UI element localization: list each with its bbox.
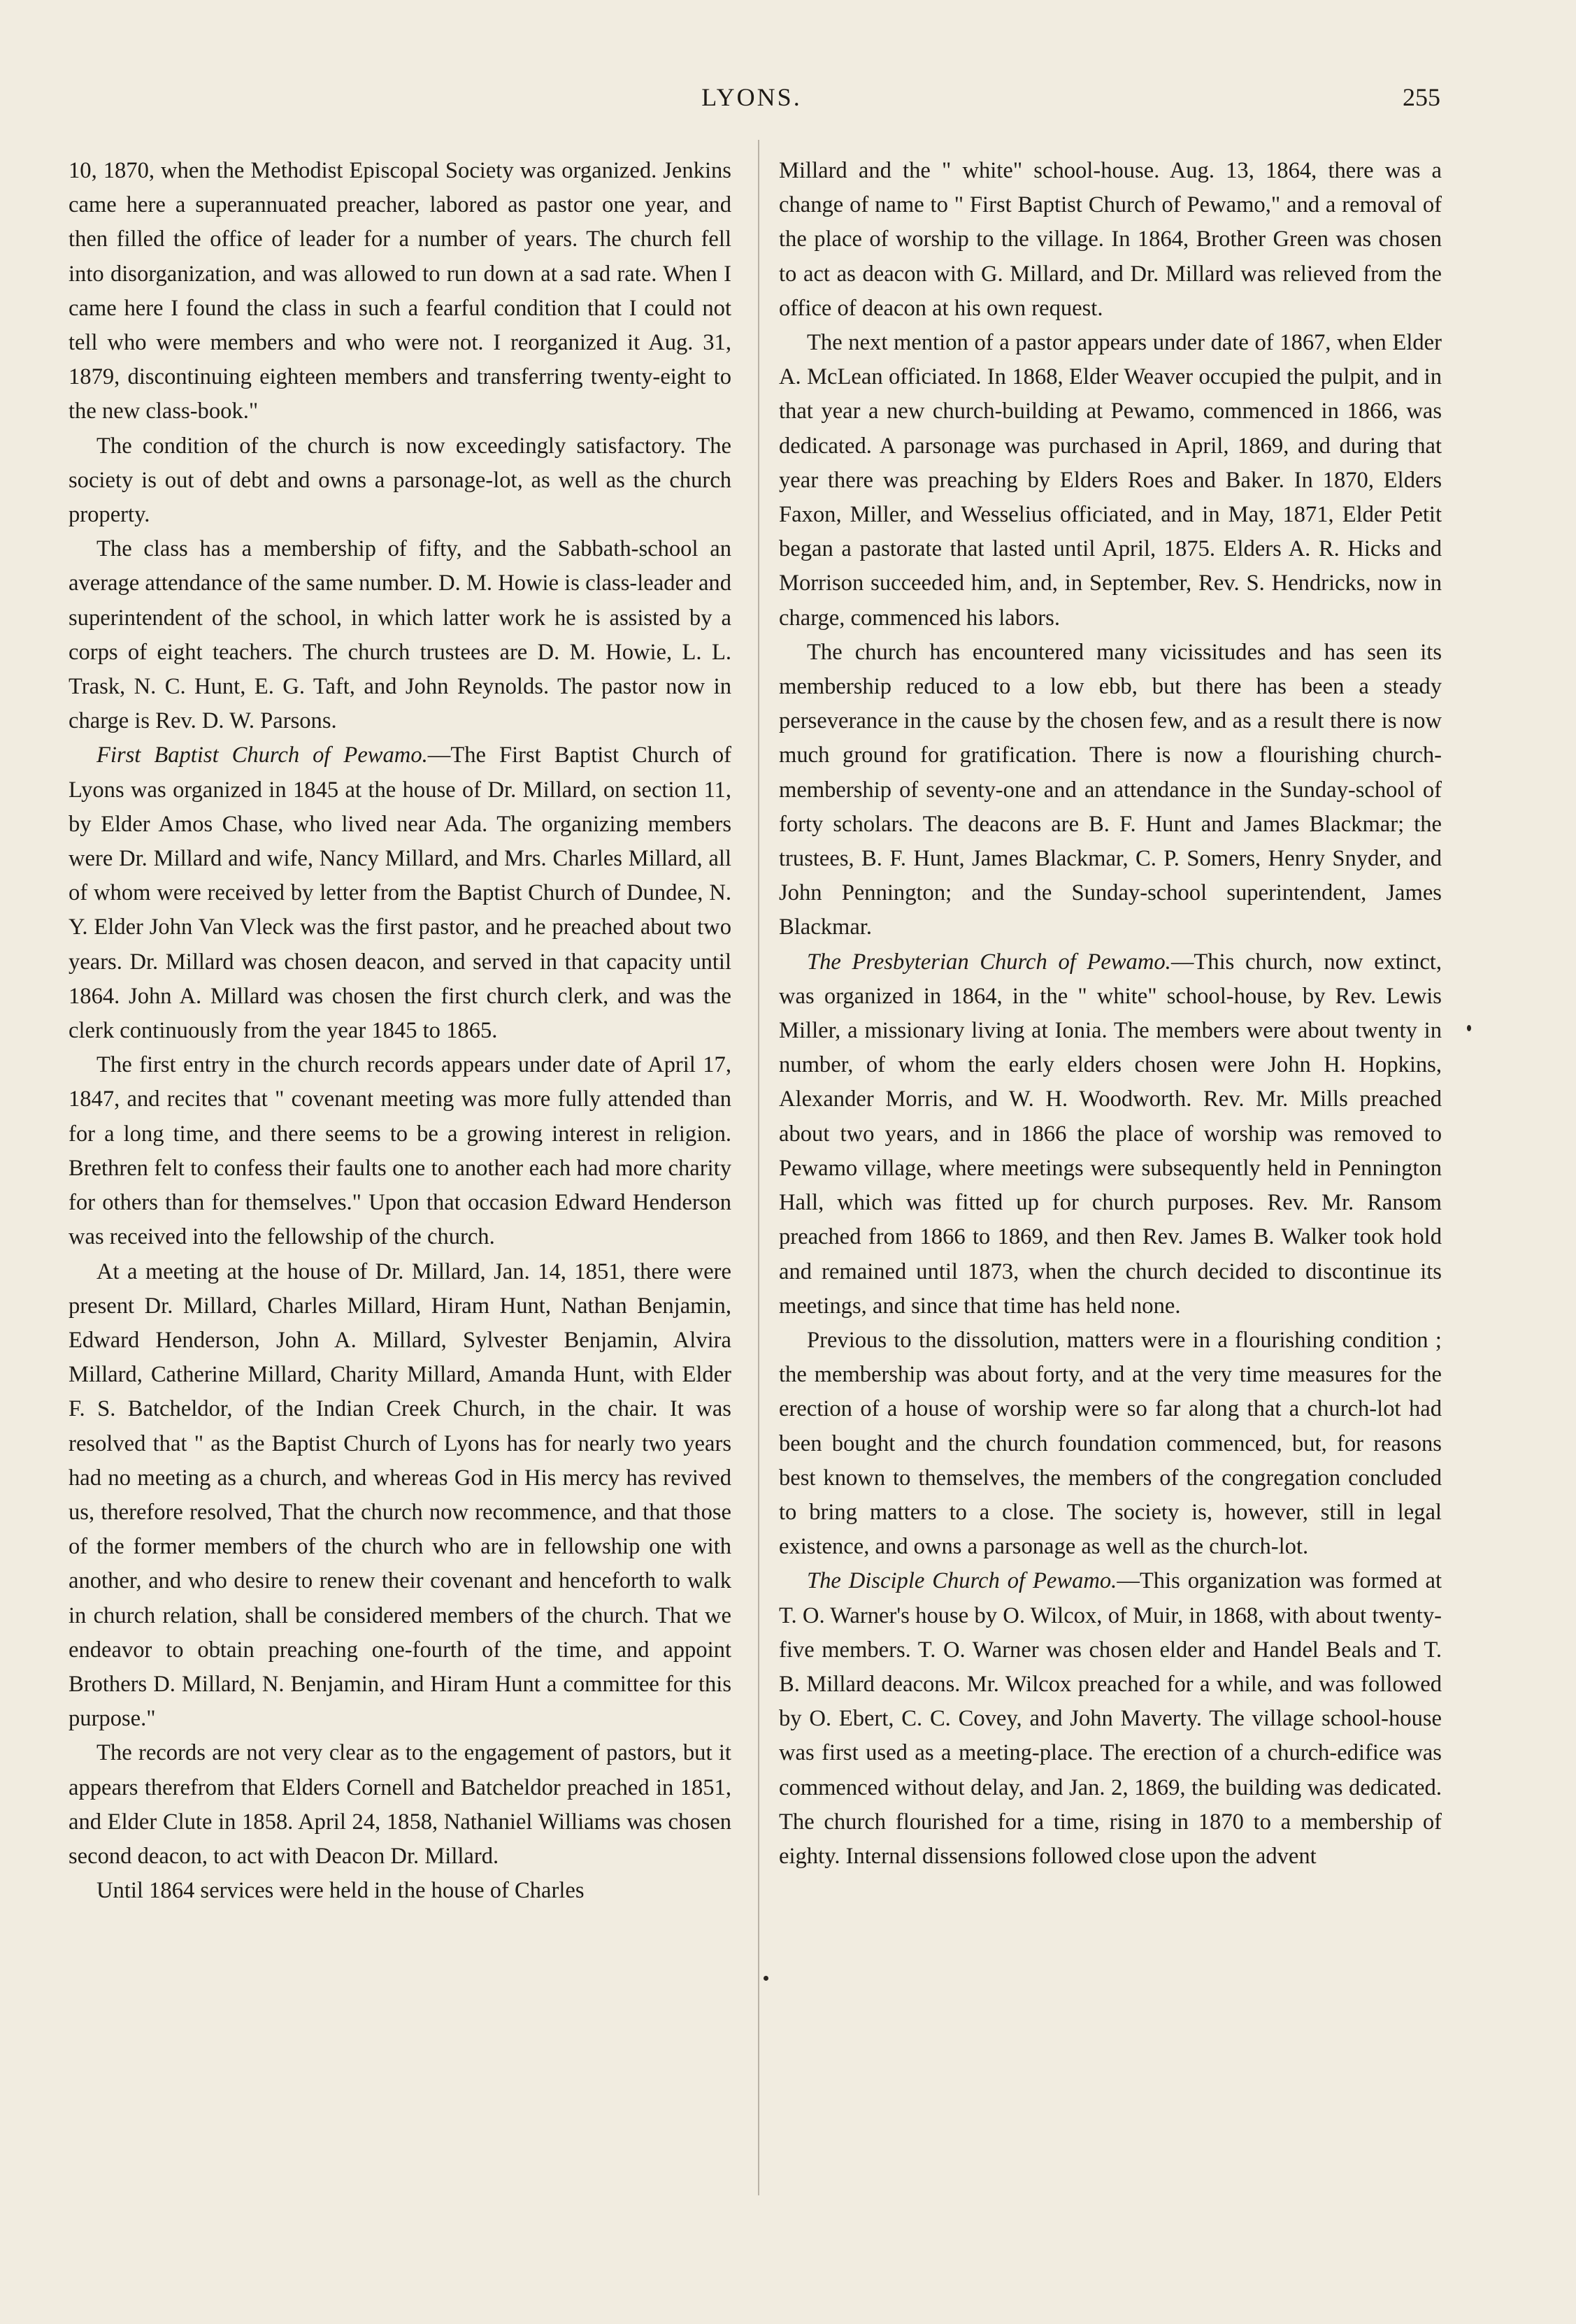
section-heading: First Baptist Church of Pewamo. xyxy=(96,743,428,768)
paragraph: Millard and the " white" school-house. Aug. 13, 1864, there was a change of name to " First Baptist Church of Pewamo," and a removal of the place of worship to the village. In 1864, Brother Green was chosen to act as deacon with G. Millard, and Dr. Millard was relieved from the office of deacon at his own request. xyxy=(779,158,1442,321)
paragraph: The first entry in the church records appears under date of April 17, 1847, and recites that " covenant meeting was more fully attended than for a long time, and there seems to be a growing interest in religion. Brethren felt to confess their faults one to another each had more charity for others than for themselves." Upon that occasion Edward Henderson was received into the fellowship of the church. xyxy=(69,1052,731,1250)
paragraph: First Baptist Church of Pewamo.—The First Baptist Church of Lyons was organized in 1845 at the house of Dr. Millard, on section 11, by Elder Amos Chase, who lived near Ada. The organizing members were Dr. Millard and wife, Nancy Millard, and Mrs. Charles Millard, all of whom were received by letter from the Baptist Church of Dundee, N. Y. Elder John Van Vleck was the first pastor, and he preached about two years. Dr. Millard was chosen deacon, and served in that capacity until 1864. John A. Millard was chosen the first church clerk, and was the clerk continuously from the year 1845 to 1865. xyxy=(69,743,732,1044)
paragraph: The church has encountered many vicissitudes and has seen its membership reduced to a low ebb, but there has been a steady perseverance in the cause by the chosen few, and as a result there is now much ground for gratification. There is now a flourishing church-membership of seventy-one and an attendance in the Sunday-school of forty scholars. The deacons are B. F. Hunt and James Blackmar; the trustees, B. F. Hunt, James Blackmar, C. P. Somers, Henry Snyder, and John Pennington; and the Sunday-school superintendent, James Blackmar. xyxy=(779,639,1442,940)
section-heading: The Presbyterian Church of Pewamo. xyxy=(807,949,1171,975)
column-divider xyxy=(758,140,759,2195)
paragraph: 10, 1870, when the Methodist Episcopal Society was organized. Jenkins came here a superannuated preacher, labored as pastor one year, and then filled the office of leader for a number of years. The church fell into disorganization, and was allowed to run down at a sad rate. When I came here I found the class in such a fearful condition that I could not tell who were members and who were not. I reorganized it Aug. 31, 1879, discontinuing eighteen members and transferring twenty-eight to the new class-book." xyxy=(69,158,731,424)
right-column xyxy=(779,154,1442,1874)
ink-speck xyxy=(1467,1025,1471,1031)
page-header xyxy=(63,83,1440,124)
paragraph: At a meeting at the house of Dr. Millard, Jan. 14, 1851, there were present Dr. Millard, Charles Millard, Hiram Hunt, Nathan Benjamin, Edward Henderson, John A. Millard, Sylvester Benjamin, Alvira Millard, Catherine Millard, Charity Millard, Amanda Hunt, with Elder F. S. Batcheldor, of the Indian Creek Church, in the chair. It was resolved that " as the Baptist Church of Lyons has for nearly two years had no meeting as a church, and whereas God in His mercy has revived us, therefore resolved, That the church now recommence, and that those of the former members of the church who are in fellowship one with another, and who desire to renew their covenant and henceforth to walk in church relation, shall be considered members of the church. That we endeavor to obtain preaching one-fourth of the time, and appoint Brothers D. Millard, N. Benjamin, and Hiram Hunt a committee for this purpose." xyxy=(69,1258,731,1732)
paragraph: The records are not very clear as to the engagement of pastors, but it appears therefrom that Elders Cornell and Batcheldor preached in 1851, and Elder Clute in 1858. April 24, 1858, Nathaniel Williams was chosen second deacon, to act with Deacon Dr. Millard. xyxy=(69,1740,731,1869)
paragraph: The Presbyterian Church of Pewamo.—This church, now extinct, was organized in 1864, in the " white" school-house, by Rev. Lewis Miller, a missionary living at Ionia. The members were about twenty in number, of whom the early elders chosen were John H. Hopkins, Alexander Morris, and W. H. Woodworth. Rev. Mr. Mills preached about two years, and in 1866 the place of worship was removed to Pewamo village, where meetings were subsequently held in Pennington Hall, which was fitted up for church purposes. Rev. Mr. Ransom preached from 1866 to 1869, and then Rev. James B. Walker took hold and remained until 1873, when the church decided to discontinue its meetings, and since that time has held none. xyxy=(779,949,1442,1319)
paragraph: The Disciple Church of Pewamo.—This organization was formed at T. O. Warner's house by O. Wilcox, of Muir, in 1868, with about twenty-five members. T. O. Warner was chosen elder and Handel Beals and T. B. Millard deacons. Mr. Wilcox preached for a while, and was followed by O. Ebert, C. C. Covey, and John Maverty. The village school-house was first used as a meeting-place. The erection of a church-edifice was commenced without delay, and Jan. 2, 1869, the building was dedicated. The church flourished for a time, rising in 1870 to a membership of eighty. Internal dissensions followed close upon the advent xyxy=(779,1568,1442,1869)
paragraph: The next mention of a pastor appears under date of 1867, when Elder A. McLean officiated. In 1868, Elder Weaver occupied the pulpit, and in that year a new church-building at Pewamo, commenced in 1866, was dedicated. A parsonage was purchased in April, 1869, and during that year there was preaching by Elders Roes and Baker. In 1870, Elders Faxon, Miller, and Wesselius officiated, and in May, 1871, Elder Petit began a pastorate that lasted until April, 1875. Elders A. R. Hicks and Morrison succeeded him, and, in September, Rev. S. Hendricks, now in charge, commenced his labors. xyxy=(779,330,1442,631)
paragraph: The class has a membership of fifty, and the Sabbath-school an average attendance of the same number. D. M. Howie is class-leader and superintendent of the school, in which latter work he is assisted by a corps of eight teachers. The church trustees are D. M. Howie, L. L. Trask, N. C. Hunt, E. G. Taft, and John Reynolds. The pastor now in charge is Rev. D. W. Parsons. xyxy=(69,536,732,734)
running-title: LYONS. xyxy=(701,83,802,111)
paragraph: Previous to the dissolution, matters were in a flourishing condition ; the membership was about forty, and at the very time measures for the erection of a house of worship were so far along that a church-lot had been bought and the church foundation commenced, but, for reasons best known to themselves, the members of the congregation concluded to bring matters to a close. The society is, however, still in legal existence, and owns a parsonage as well as the church-lot. xyxy=(779,1327,1442,1560)
paragraph: Until 1864 services were held in the house of Charles xyxy=(96,1878,585,1904)
paragraph: The condition of the church is now exceedingly satisfactory. The society is out of debt and owns a parsonage-lot, as well as the church property. xyxy=(69,433,731,528)
ink-speck xyxy=(764,1976,768,1981)
left-column xyxy=(69,154,731,1908)
page-number: 255 xyxy=(1403,83,1440,111)
section-heading: The Disciple Church of Pewamo. xyxy=(807,1568,1117,1594)
